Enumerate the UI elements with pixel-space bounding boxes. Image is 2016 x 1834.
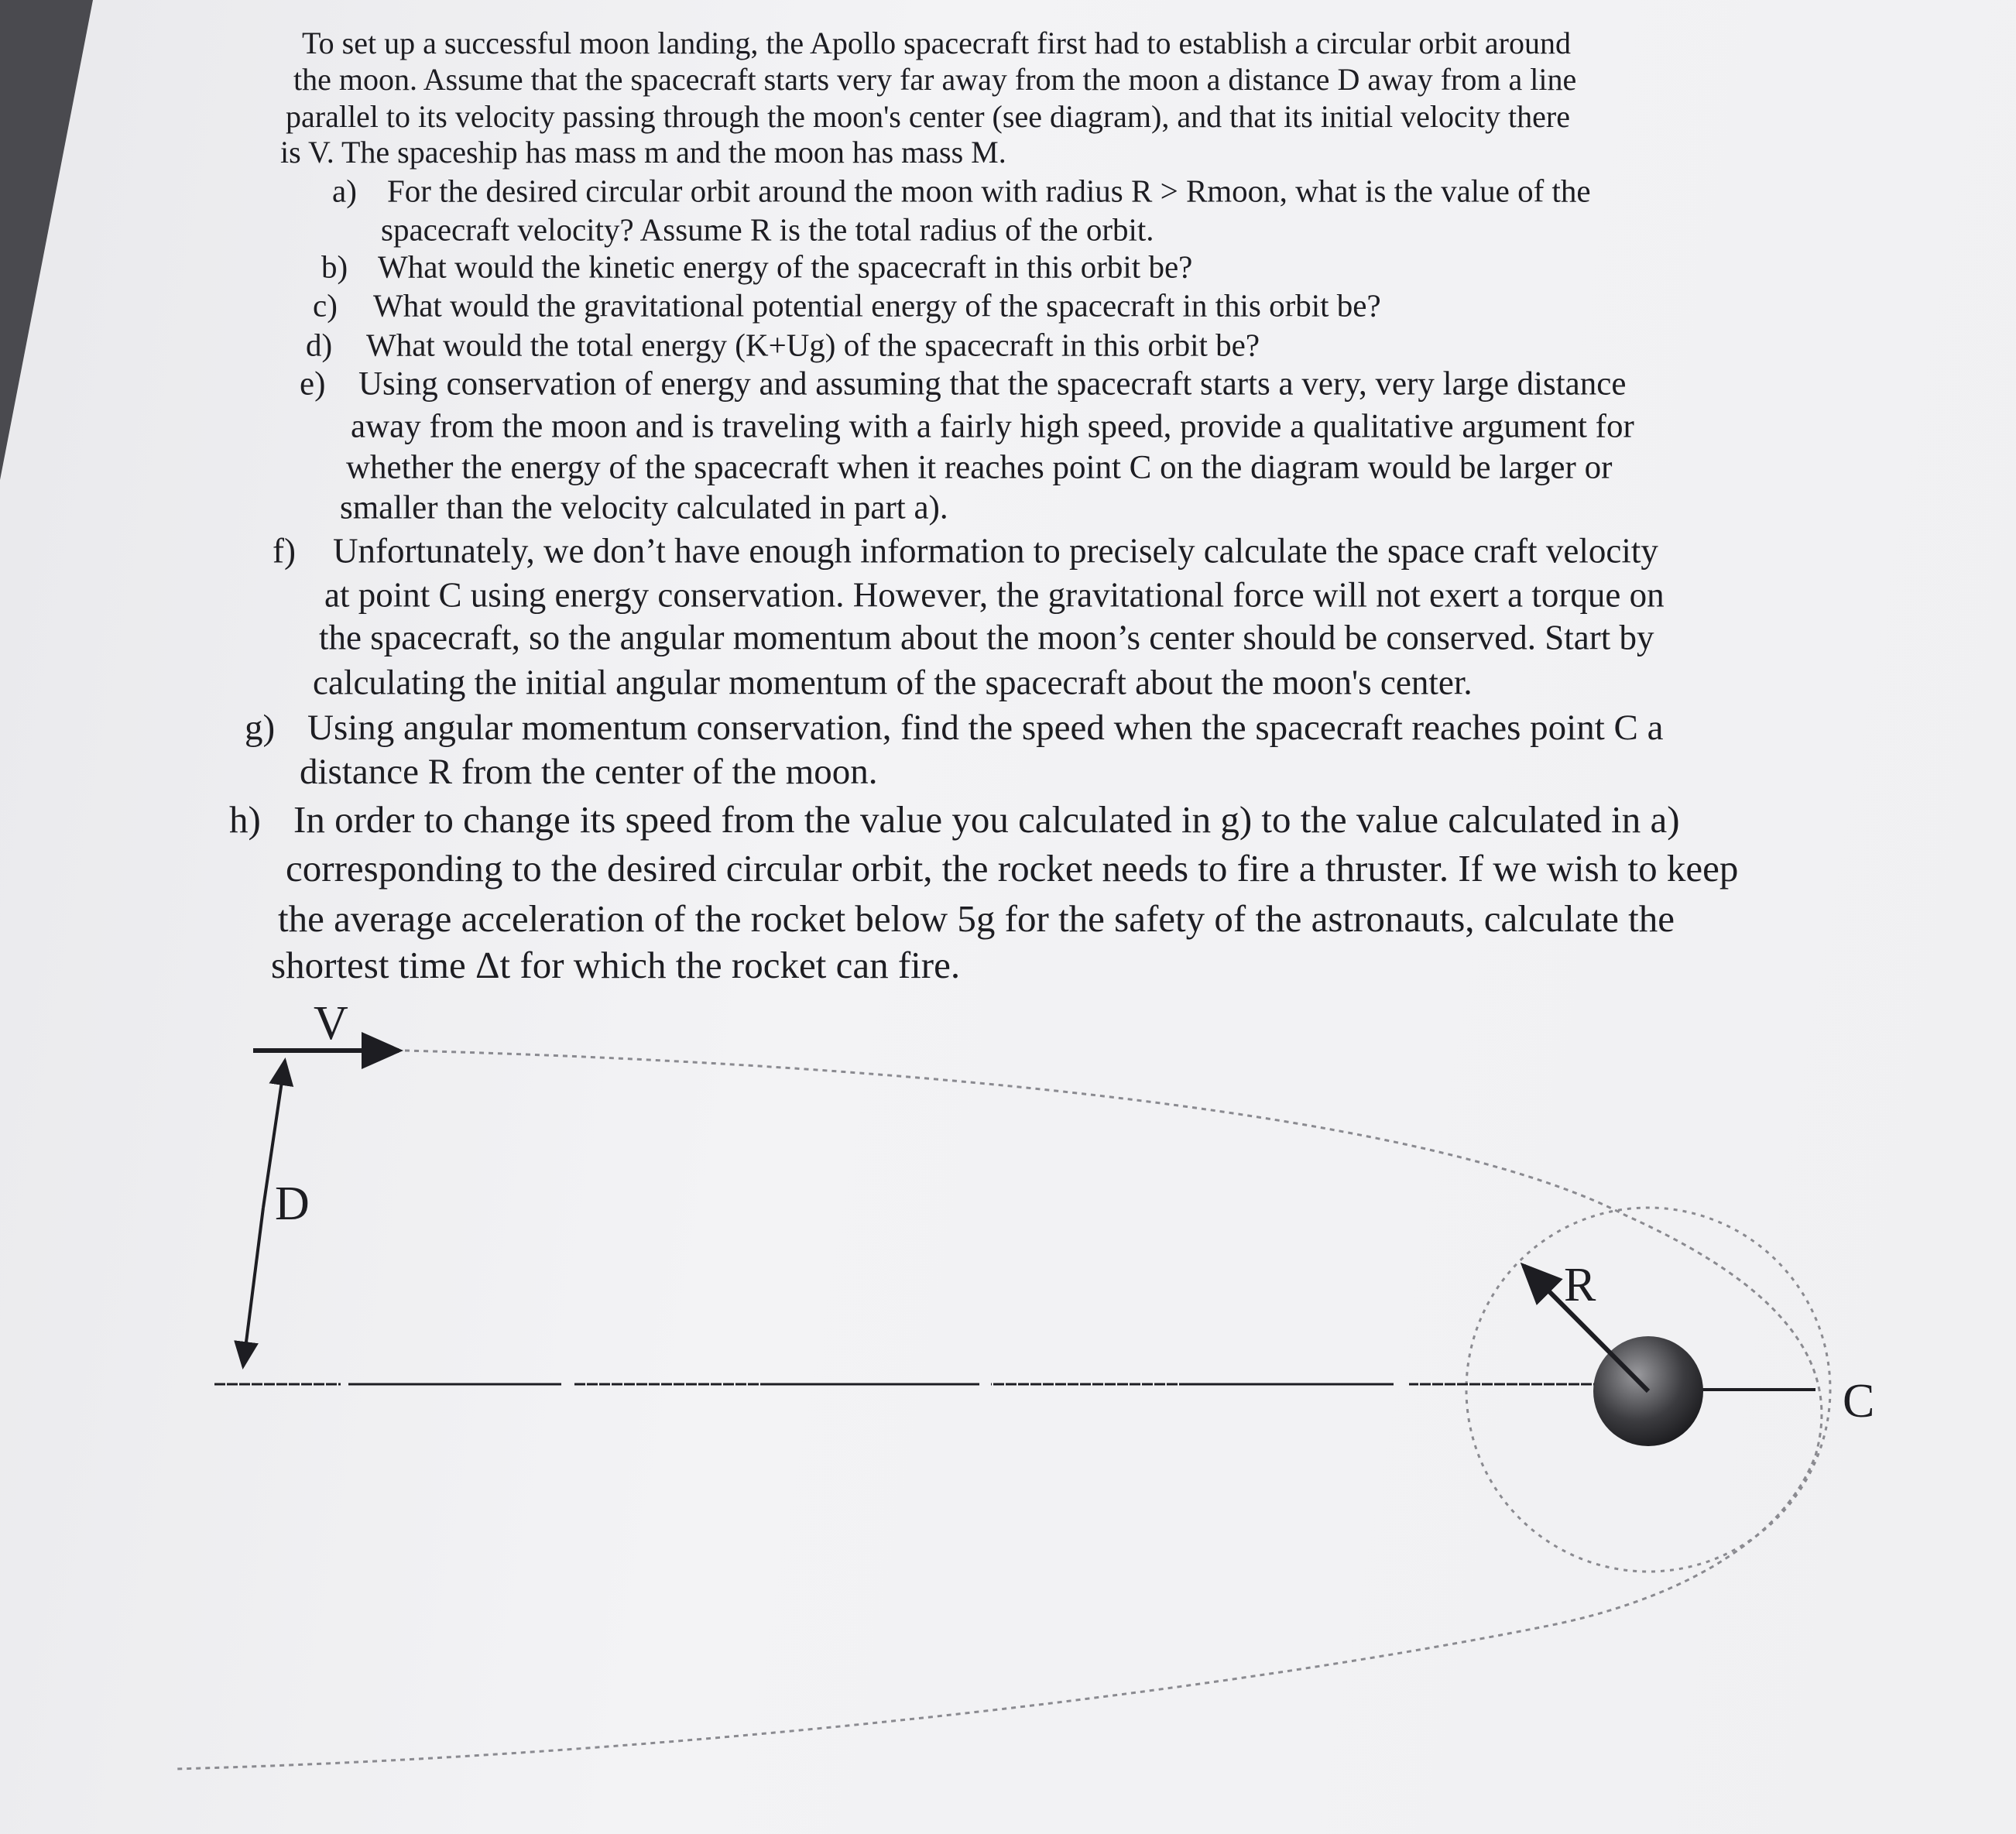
question-text: Using angular momentum conservation, find the speed when the spacecraft reaches point C a [307,708,1664,749]
question-text: In order to change its speed from the value you calculated in g) to the value calculated in a) [293,798,1680,842]
question-label: f) [273,531,296,571]
distance-label: D [275,1178,310,1230]
question-label: g) [245,708,276,749]
question-text: Using conservation of energy and assuming that the spacecraft starts a very, very large distance [358,365,1627,403]
intro-line: parallel to its velocity passing through the moon's center (see diagram), and that its initial velocity there [286,99,1570,134]
intro-line: To set up a successful moon landing, the Apollo spacecraft first had to establish a circular orbit around [302,26,1571,60]
question-text: shortest time Δt for which the rocket can fire. [271,944,961,987]
question-label: b) [321,249,348,285]
question-label: a) [332,173,357,209]
question-text: Unfortunately, we don’t have enough information to precisely calculate the space craft velocity [333,531,1658,571]
question-text: distance R from the center of the moon. [300,752,878,793]
question-text: calculating the initial angular momentum of the spacecraft about the moon's center. [313,663,1473,702]
question-text: spacecraft velocity? Assume R is the total radius of the orbit. [381,211,1154,248]
intro-line: is V. The spaceship has mass m and the moon has mass M. [280,135,1006,170]
question-label: d) [306,327,333,363]
radius-label: R [1564,1259,1596,1311]
question-label: e) [300,365,326,403]
question-text: For the desired circular orbit around the moon with radius R > Rmoon, what is the value of the [387,173,1591,209]
distance-arrow-down [243,1208,263,1366]
question-text: the spacecraft, so the angular momentum about the moon’s center should be conserved. Start by [319,618,1654,657]
question-text: whether the energy of the spacecraft when it reaches point C on the diagram would be larger or [346,449,1613,486]
spacecraft-trajectory [174,1051,1822,1769]
point-c-label: C [1843,1375,1875,1428]
question-text: at point C using energy conservation. However, the gravitational force will not exert a torque on [324,575,1665,615]
question-label: h) [229,798,261,842]
question-label: c) [313,287,338,324]
question-text: What would the kinetic energy of the spacecraft in this orbit be? [378,249,1193,285]
question-text: corresponding to the desired circular orbit, the rocket needs to fire a thruster. If we wish to keep [286,847,1739,890]
question-text: smaller than the velocity calculated in part a). [340,489,948,526]
intro-line: the moon. Assume that the spacecraft starts very far away from the moon a distance D away from a line [293,62,1577,97]
question-text: the average acceleration of the rocket below 5g for the safety of the astronauts, calculate the [278,897,1675,941]
question-text: What would the total energy (K+Ug) of the spacecraft in this orbit be? [366,327,1260,363]
question-text: What would the gravitational potential energy of the spacecraft in this orbit be? [373,287,1381,324]
velocity-label: V [314,997,348,1050]
question-text: away from the moon and is traveling with a fairly high speed, provide a qualitative argument for [351,408,1634,445]
